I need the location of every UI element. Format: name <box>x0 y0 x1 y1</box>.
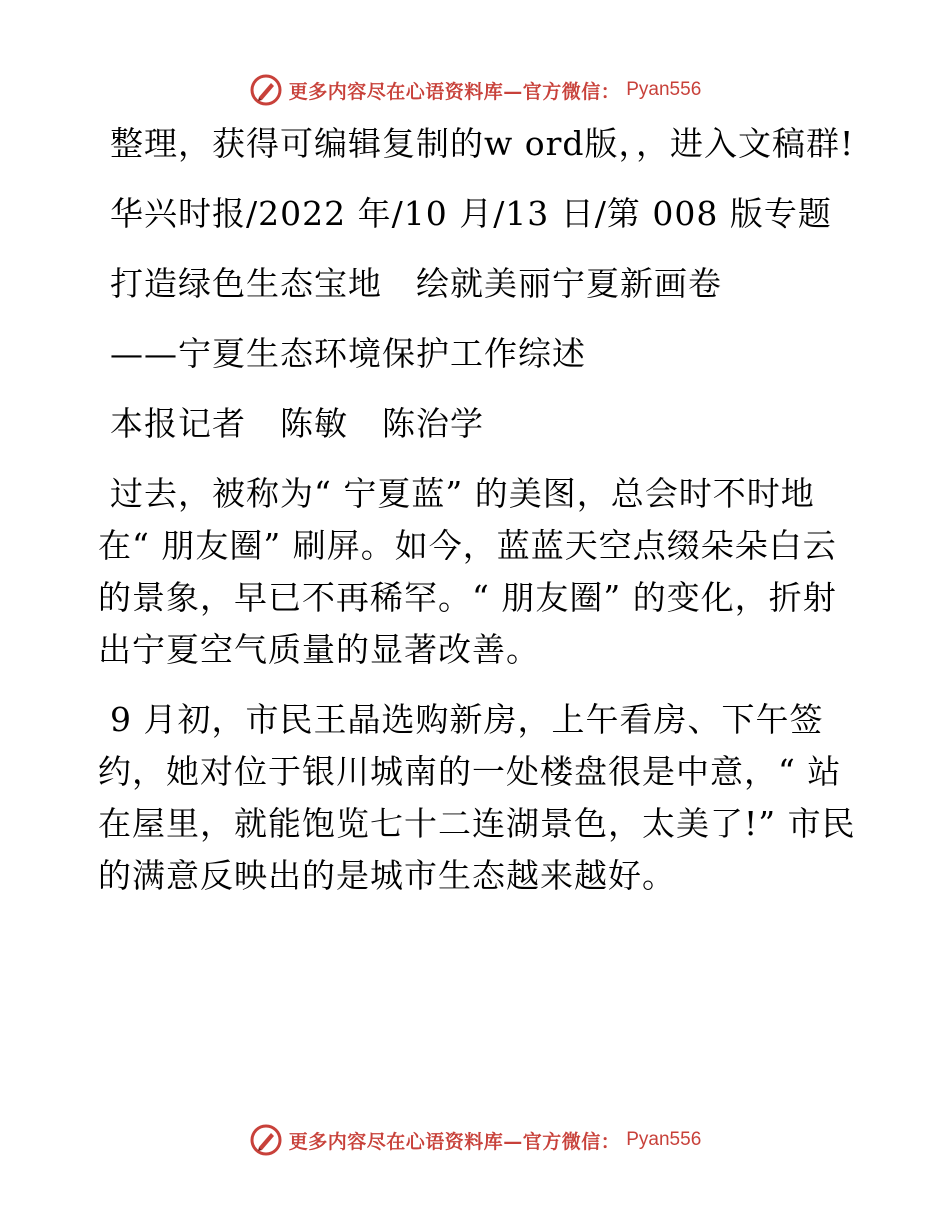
article-body <box>98 118 858 920</box>
article-byline: 本报记者 陈敏 陈治学 <box>110 404 484 443</box>
paragraph-note: 整理，获得可编辑复制的w ord版，，进入文稿群! <box>110 124 855 163</box>
banner-text: 更多内容尽在心语资料库—官方微信： <box>288 80 621 103</box>
paragraph-body: 9 月初，市民王晶选购新房，上午看房、下午签约，她对位于银川城南的一处楼盘很是中意，“ 站在屋里，就能饱览七十二连湖景色，太美了!” 市民的满意反映出的是城市生态越来越好。 <box>98 700 856 895</box>
banner-text: 更多内容尽在心语资料库—官方微信： <box>288 1130 621 1153</box>
paragraph-body: 过去，被称为“ 宁夏蓝” 的美图，总会时不时地在“ 朋友圈” 刷屏。如今，蓝蓝天空点缀朵朵白云的景象，早已不再稀罕。“ 朋友圈” 的变化，折射出宁夏空气质量的显著改善。 <box>98 474 837 669</box>
header-banner <box>0 70 950 110</box>
article-subtitle: ——宁夏生态环境保护工作综述 <box>110 334 586 373</box>
pen-logo-icon <box>249 1123 283 1157</box>
article-title: 打造绿色生态宝地 绘就美丽宁夏新画卷 <box>110 264 722 303</box>
paragraph-source: 华兴时报/2022 年/10 月/13 日/第 008 版专题 <box>110 194 832 233</box>
pen-logo-icon <box>249 73 283 107</box>
banner-wechat-id: Pyan556 <box>626 1129 702 1150</box>
banner-wechat-id: Pyan556 <box>626 79 702 100</box>
footer-banner <box>0 1120 950 1160</box>
